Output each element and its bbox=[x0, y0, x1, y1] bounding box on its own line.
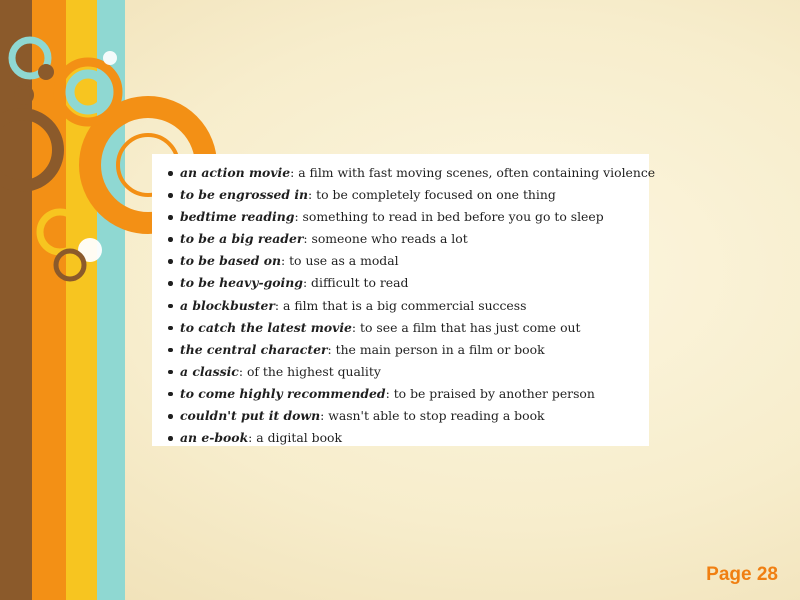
white-dot-top bbox=[103, 51, 117, 65]
vocabulary-term: the central character bbox=[180, 341, 328, 357]
list-item bbox=[166, 162, 656, 184]
list-item bbox=[166, 339, 649, 361]
vocabulary-term: to come highly recommended bbox=[180, 385, 386, 401]
vocabulary-term: to be a big reader bbox=[180, 231, 304, 247]
list-item bbox=[166, 206, 649, 228]
vocabulary-definition: : to be praised by another person bbox=[385, 385, 595, 401]
vocabulary-term: to be heavy-going bbox=[180, 275, 303, 291]
vocabulary-definition: : difficult to read bbox=[302, 275, 409, 291]
small-brown-ring bbox=[16, 87, 32, 103]
list-item bbox=[166, 317, 649, 339]
list-item bbox=[166, 361, 649, 383]
vocabulary-definition: : something to read in bed before you go to sleep bbox=[294, 209, 604, 225]
list-item bbox=[166, 295, 649, 317]
vocabulary-definition: : the main person in a film or book bbox=[327, 341, 545, 357]
list-item bbox=[166, 383, 649, 405]
list-item bbox=[166, 228, 649, 250]
list-item bbox=[166, 272, 649, 294]
page-number: Page 28 bbox=[706, 564, 778, 585]
vocabulary-box bbox=[152, 154, 656, 446]
vocabulary-term: an action movie bbox=[180, 165, 291, 180]
vocabulary-definition: : wasn't able to stop reading a book bbox=[320, 408, 545, 424]
vocabulary-definition: : a film with fast moving scenes, often containing violence bbox=[290, 165, 656, 180]
vocabulary-definition: : a digital book bbox=[248, 430, 343, 446]
vocabulary-term: to catch the latest movie bbox=[180, 319, 352, 335]
vocabulary-definition: : someone who reads a lot bbox=[303, 231, 468, 247]
list-item bbox=[166, 405, 649, 427]
brown-dot bbox=[38, 64, 54, 80]
vocabulary-term: couldn't put it down bbox=[180, 408, 321, 424]
vocabulary-term: an e-book bbox=[180, 430, 249, 446]
vocabulary-term: a classic bbox=[180, 363, 239, 379]
vocabulary-term: to be engrossed in bbox=[180, 187, 309, 203]
brown-ring bbox=[0, 114, 58, 186]
vocabulary-list bbox=[166, 162, 656, 449]
vocabulary-definition: : of the highest quality bbox=[238, 363, 381, 379]
teal-ring-mid bbox=[70, 74, 106, 110]
vocabulary-definition: : to see a film that has just come out bbox=[351, 319, 581, 335]
list-item bbox=[166, 427, 649, 449]
small-teal-dot bbox=[100, 227, 110, 237]
brown-ring-low bbox=[56, 251, 84, 279]
vocabulary-term: to be based on bbox=[180, 253, 281, 269]
list-item bbox=[166, 184, 649, 206]
vocabulary-definition: : to use as a modal bbox=[280, 253, 399, 269]
vocabulary-definition: : to be completely focused on one thing bbox=[308, 187, 556, 203]
vocabulary-term: bedtime reading bbox=[180, 209, 295, 225]
vocabulary-term: a blockbuster bbox=[180, 297, 275, 313]
list-item bbox=[166, 250, 649, 272]
yellow-ring-low bbox=[40, 212, 80, 252]
vocabulary-definition: : a film that is a big commercial success bbox=[274, 297, 527, 313]
